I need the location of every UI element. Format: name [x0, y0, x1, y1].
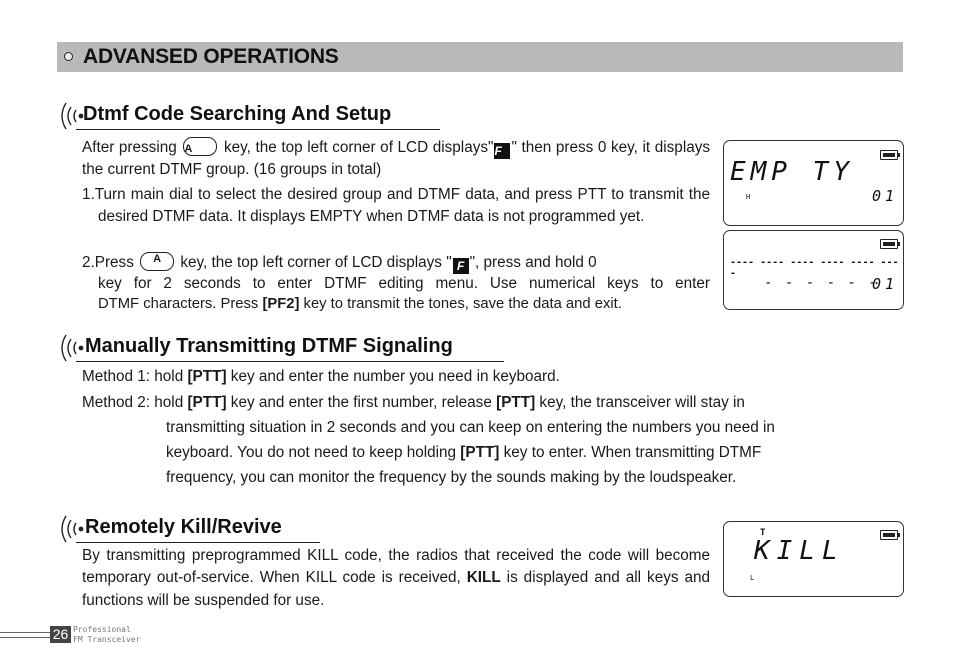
- footer-rule: [0, 632, 50, 638]
- page-number: 26: [50, 626, 71, 643]
- text-span: Method 1: hold: [82, 368, 188, 385]
- ptt-key-label: [PTT]: [460, 444, 500, 461]
- method-2-line4: frequency, you can monitor the frequency by the sounds making by the loudspeaker.: [166, 469, 737, 486]
- lcd-display-dtmf-edit: [723, 230, 904, 310]
- battery-tip: [898, 533, 900, 537]
- text-span: ", press and hold 0: [469, 254, 597, 271]
- key-label: A: [184, 143, 193, 155]
- text-span: key to transmit the tones, save the data and exit.: [299, 296, 622, 312]
- heading-underline: [76, 361, 504, 362]
- text-span: is displayed and all keys and functions will be suspended for use.: [82, 569, 710, 609]
- heading-underline: [76, 542, 320, 543]
- page-title: ADVANSED OPERATIONS: [83, 45, 339, 68]
- radio-wave-icon: [56, 99, 84, 133]
- list-item-2-line1: [82, 252, 710, 274]
- ptt-key-label: [PTT]: [496, 394, 536, 411]
- battery-icon: [880, 239, 898, 249]
- paragraph-dtmf-intro: [82, 137, 710, 182]
- a-key-icon: [183, 137, 217, 156]
- text-span: Method 2: hold: [82, 394, 188, 411]
- lcd-indicator: H: [746, 193, 751, 201]
- list-item-1: 1.Turn main dial to select the desired group and DTMF data, and press PTT to transmit the desired DTMF data. It displays EMPTY when DTMF data is not programmed yet.: [82, 186, 710, 226]
- method-2-line2: transmitting situation in 2 seconds and you can keep on entering the numbers you need in: [166, 419, 775, 436]
- lcd-main-text: KILL: [754, 536, 845, 566]
- lcd-channel-number: 01: [872, 187, 899, 205]
- footer-text-line1: Professional: [73, 625, 131, 634]
- text-span: keyboard. You do not need to keep holding: [166, 444, 461, 461]
- text-span: " then press 0 key, it displays the current DTMF group. (16 groups in total): [82, 139, 711, 179]
- lcd-indicator: L: [750, 574, 755, 582]
- battery-tip: [898, 153, 900, 157]
- a-key-icon: [140, 252, 174, 271]
- lcd-channel-number: 01: [872, 275, 899, 293]
- text-span: key and enter the number you need in keyboard.: [226, 368, 560, 385]
- section-title-dtmf-search: Dtmf Code Searching And Setup: [83, 103, 392, 125]
- text-span: 2.Press: [82, 254, 134, 271]
- lcd-dash-row: ---- ---- ---- ---- ---- ----: [730, 257, 899, 279]
- text-span: key and enter the first number, release: [226, 394, 497, 411]
- footer-text-line2: FM Transceiver: [73, 635, 141, 644]
- radio-wave-icon: [56, 512, 84, 546]
- method-1-text: [82, 368, 560, 386]
- method-2-text: [82, 394, 745, 412]
- list-item-2-line3: [98, 296, 622, 312]
- paragraph-kill: [82, 545, 710, 612]
- text-span: key to enter. When transmitting DTMF: [499, 444, 762, 461]
- ptt-key-label: [PTT]: [187, 368, 227, 385]
- f-function-icon: F: [494, 143, 510, 159]
- f-function-icon: F: [453, 258, 469, 274]
- lcd-cursor-row: - - - - - -: [764, 275, 879, 291]
- pf2-key-label: [PF2]: [262, 296, 300, 312]
- lcd-display-empty: [723, 140, 904, 226]
- text-span: key, the top left corner of LCD displays": [223, 139, 494, 156]
- battery-tip: [898, 242, 900, 246]
- text-span: key, the top left corner of LCD displays ": [180, 254, 452, 271]
- section-title-kill-revive: Remotely Kill/Revive: [85, 516, 282, 538]
- lcd-main-text: EMP TY: [730, 157, 854, 187]
- text-span: By transmitting preprogrammed KILL code, the radios that received the code will become temporary out-of-service. When KILL code is received,: [82, 547, 710, 587]
- section-title-manual-dtmf: Manually Transmitting DTMF Signaling: [85, 335, 453, 357]
- radio-wave-icon: [56, 331, 84, 365]
- text-span: After pressing: [82, 139, 177, 156]
- lcd-top-icon: T: [760, 528, 766, 538]
- text-span: DTMF characters. Press: [98, 296, 263, 312]
- text-span: key, the transceiver will stay in: [535, 394, 745, 411]
- bullet-icon: [64, 52, 73, 61]
- battery-icon: [880, 530, 898, 540]
- lcd-display-kill: [723, 521, 904, 597]
- kill-label: KILL: [466, 569, 501, 587]
- list-item-2-line2: key for 2 seconds to enter DTMF editing menu. Use numerical keys to enter: [98, 275, 710, 292]
- heading-underline: [76, 129, 440, 130]
- text-span: [82, 252, 597, 274]
- key-label: A: [153, 253, 162, 265]
- method-2-line3: [166, 444, 761, 462]
- ptt-key-label: [PTT]: [187, 394, 227, 411]
- battery-icon: [880, 150, 898, 160]
